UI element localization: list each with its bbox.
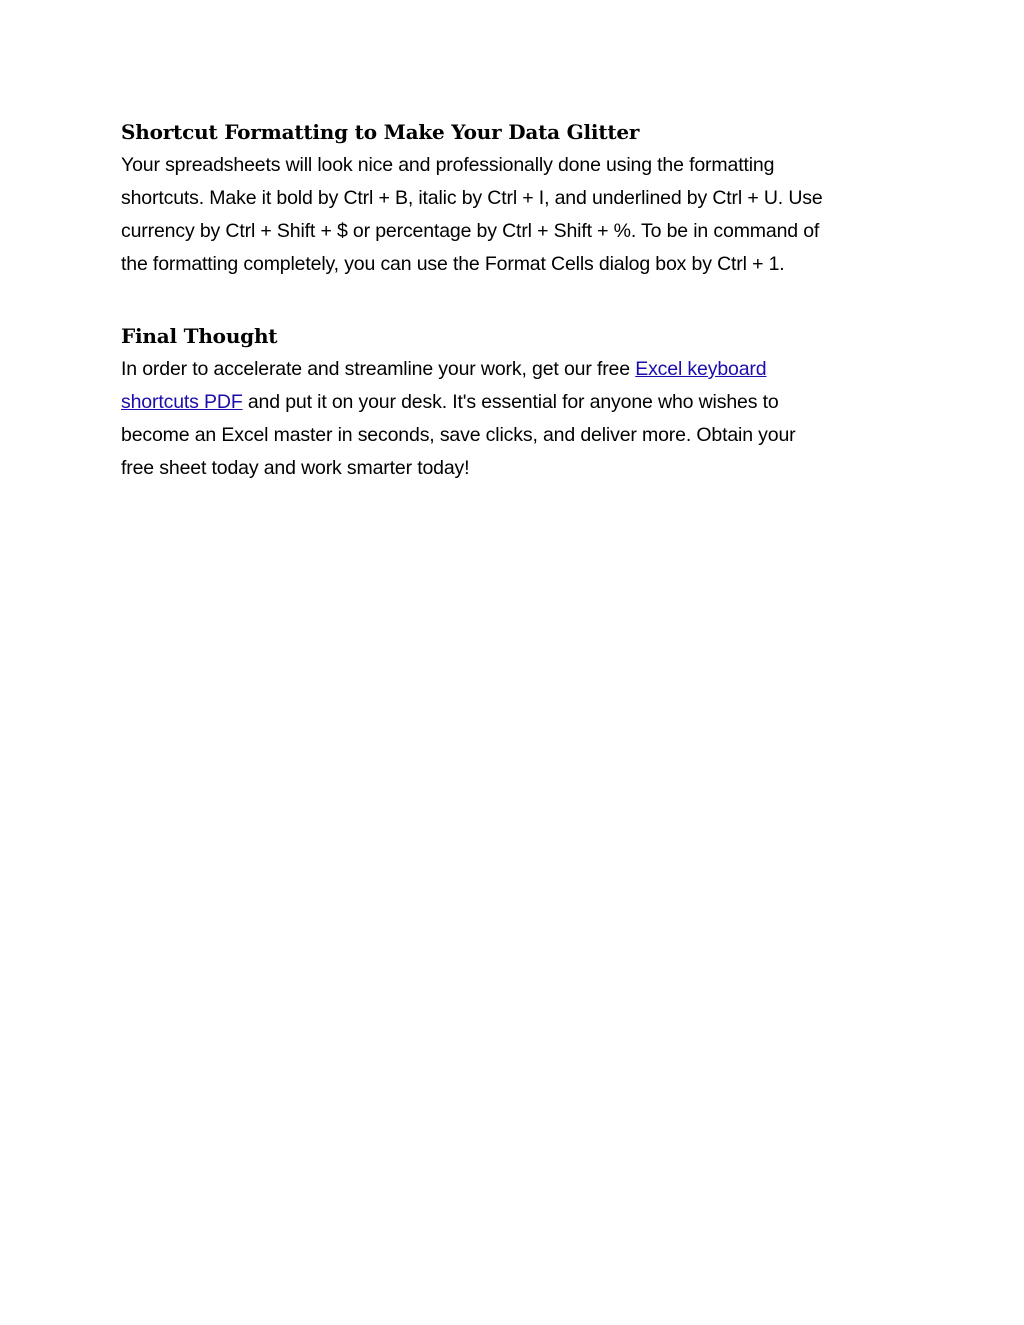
section-formatting-shortcuts bbox=[121, 116, 921, 281]
paragraph-line: become an Excel master in seconds, save clicks, and deliver more. Obtain your bbox=[121, 424, 796, 446]
section-heading: Shortcut Formatting to Make Your Data Glitter bbox=[121, 120, 640, 144]
paragraph-line: the formatting completely, you can use the Format Cells dialog box by Ctrl + 1. bbox=[121, 253, 785, 275]
paragraph-text: and put it on your desk. It's essential for anyone who wishes to bbox=[242, 391, 779, 413]
link-text[interactable]: shortcuts PDF bbox=[121, 391, 243, 413]
section-heading: Final Thought bbox=[121, 324, 278, 348]
paragraph-line: currency by Ctrl + Shift + $ or percentage by Ctrl + Shift + %. To be in command of bbox=[121, 220, 820, 242]
section-final-thought bbox=[121, 320, 921, 485]
paragraph-text: In order to accelerate and streamline your work, get our free bbox=[121, 358, 636, 380]
paragraph-line: shortcuts. Make it bold by Ctrl + B, italic by Ctrl + I, and underlined by Ctrl + U. Use bbox=[121, 187, 823, 209]
link-text[interactable]: Excel keyboard bbox=[635, 358, 767, 380]
paragraph-line: Your spreadsheets will look nice and professionally done using the formatting bbox=[121, 154, 775, 176]
paragraph bbox=[121, 149, 921, 281]
paragraph-line: free sheet today and work smarter today! bbox=[121, 457, 470, 479]
document-page bbox=[121, 116, 921, 485]
paragraph bbox=[121, 353, 921, 485]
